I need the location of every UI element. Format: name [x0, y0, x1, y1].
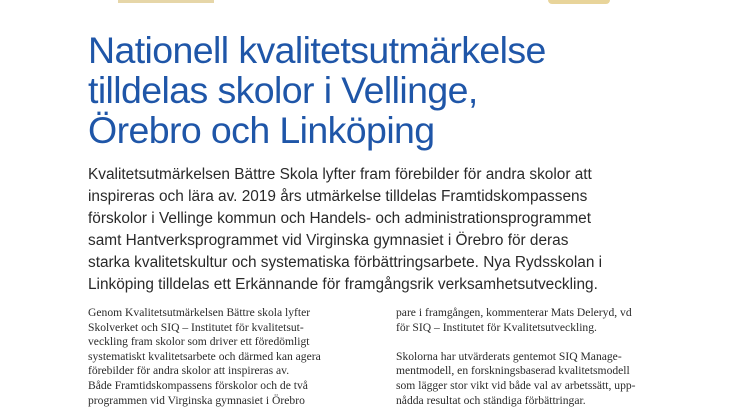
body-line: förebilder för andra skolor att inspireras av.	[88, 364, 290, 378]
body-line: pare i framgången, kommenterar Mats Deleryd, vd	[396, 306, 632, 319]
body-line: Skolorna har utvärderats gentemot SIQ Manage-	[396, 349, 622, 363]
body-line: Genom Kvalitetsutmärkelsen Bättre skola lyfter	[88, 306, 311, 319]
lead-line: förskolor i Vellinge kommun och Handels- och administrationsprogrammet	[88, 210, 591, 227]
body-line: programmen vid Virginska gymnasiet i Örebro	[88, 393, 305, 407]
lead-line: inspireras och lära av. 2019 års utmärkelse tilldelas Framtidskompassens	[88, 188, 588, 205]
headline-line: Örebro och Linköping	[88, 109, 435, 151]
headline-line: tilldelas skolor i Vellinge,	[88, 69, 478, 111]
paragraph-gap	[396, 335, 696, 350]
body-column-right	[396, 306, 696, 408]
top-decorative-strip	[118, 0, 214, 3]
body-line: som lägger stor vikt vid både val av arbetssätt, upp-	[396, 378, 636, 392]
lead-paragraph	[88, 164, 708, 296]
lead-line: Kvalitetsutmärkelsen Bättre Skola lyfter fram förebilder för andra skolor att	[88, 166, 592, 183]
body-line: veckling fram skolor som driver ett föredömligt	[88, 335, 310, 349]
body-line: systematiskt kvalitetsarbete och därmed kan agera	[88, 349, 321, 363]
body-line: för SIQ – Institutet för Kvalitetsutveckling.	[396, 320, 597, 334]
body-line: nådda resultat och ständiga förbättringar.	[396, 393, 586, 407]
lead-line: starka kvalitetskultur och systematiska förbättringsarbete. Nya Rydsskolan i	[88, 254, 603, 271]
body-line: mentmodell, en forskningsbaserad kvalitetsmodell	[396, 364, 630, 378]
headline-line: Nationell kvalitetsutmärkelse	[88, 29, 546, 71]
top-decorative-tab	[548, 0, 610, 4]
body-line: Både Framtidskompassens förskolor och de två	[88, 378, 308, 392]
headline	[88, 30, 728, 150]
body-column-left	[88, 306, 368, 408]
body-line: Skolverket och SIQ – Institutet för kvalitetsut-	[88, 320, 304, 334]
lead-line: Linköping tilldelas ett Erkännande för framgångsrik verksamhetsutveckling.	[88, 276, 598, 293]
lead-line: samt Hantverksprogrammet vid Virginska gymnasiet i Örebro för deras	[88, 232, 569, 249]
